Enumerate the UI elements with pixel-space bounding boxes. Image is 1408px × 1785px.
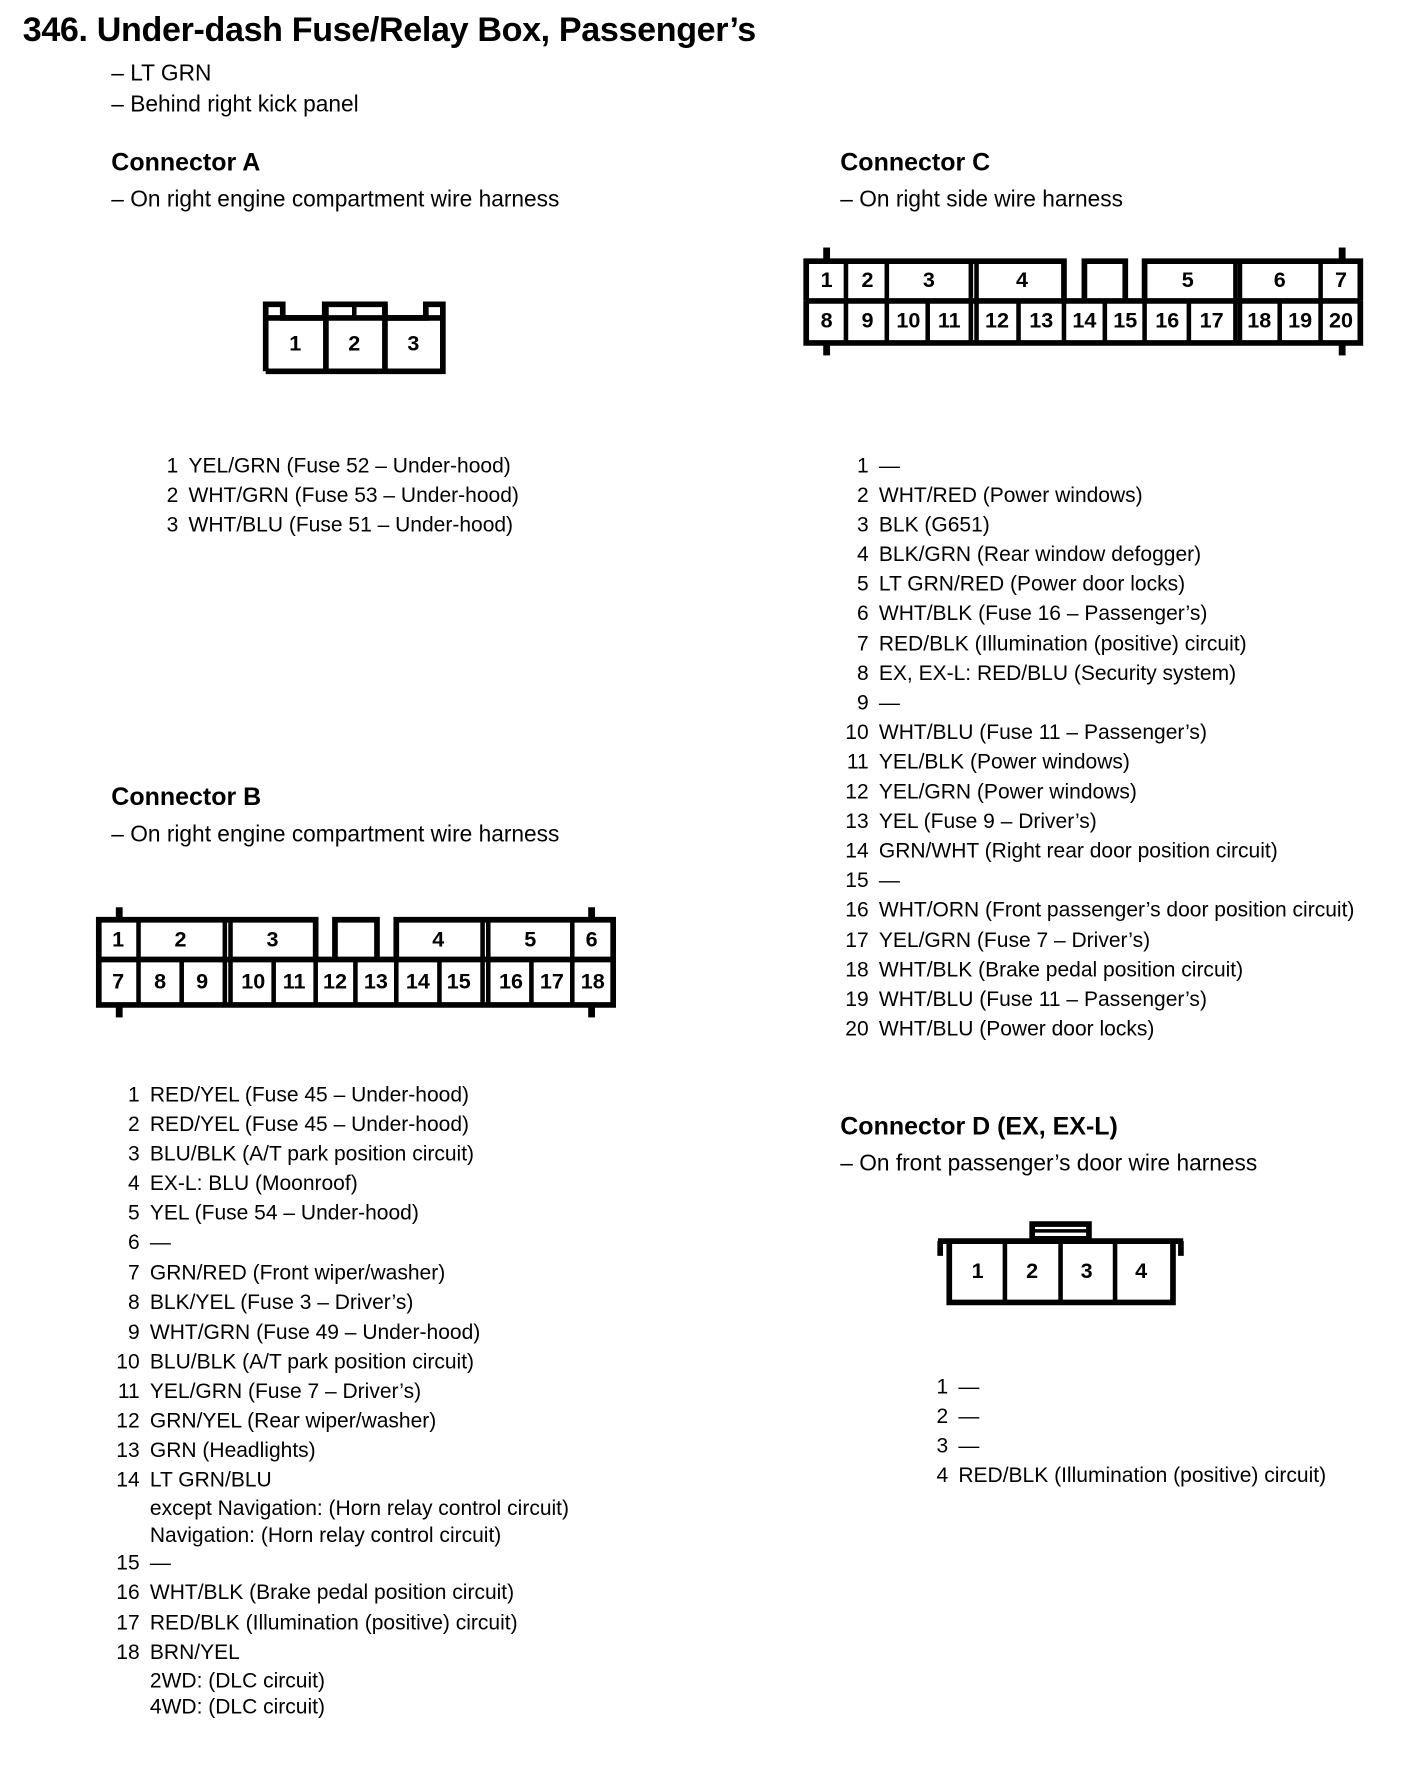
pin-number: 14 (116, 1467, 140, 1492)
pin-number: 20 (845, 1016, 869, 1040)
wire-list-item (823, 747, 1354, 777)
wire-list-item (914, 1461, 1326, 1491)
pin-number: 3 (166, 512, 179, 537)
connector-b-pin-label: 7 (112, 968, 125, 994)
connector-b-pin-label: 13 (363, 968, 388, 994)
pin-number: 2 (856, 482, 869, 507)
pin-number: 12 (116, 1408, 140, 1432)
wire-list-item (823, 629, 1354, 659)
wire-list-item (94, 1109, 569, 1139)
pin-number: 16 (116, 1579, 140, 1604)
wire-list-item (823, 806, 1354, 836)
connector-a-pin-label: 3 (407, 330, 420, 356)
wire-description: BLU/BLK (A/T park position circuit) (149, 1348, 475, 1373)
connector-b-pin-label: 5 (524, 926, 537, 952)
connector-d-wire-list (914, 1372, 1326, 1491)
wire-list-item (823, 984, 1354, 1014)
pin-number: 3 (936, 1433, 949, 1458)
connector-b-title: Connector B (111, 782, 262, 811)
wire-list-item (823, 954, 1354, 984)
wire-description: — (958, 1433, 980, 1458)
connector-d-pin-label: 2 (1026, 1258, 1039, 1284)
connector-c-pin-label: 3 (922, 266, 935, 292)
wire-variant-note: except Navigation: (Horn relay control circuit) (149, 1495, 570, 1520)
connector-c-pin-label: 2 (861, 266, 874, 292)
connector-b-diagram (99, 907, 613, 1017)
wire-description: — (958, 1373, 980, 1398)
wire-description: LT GRN/RED (Power door locks) (878, 571, 1186, 596)
wire-variant-note: Navigation: (Horn relay control circuit) (149, 1522, 502, 1547)
connector-c-pin-label: 10 (896, 307, 921, 333)
wire-description: WHT/BLK (Brake pedal position circuit) (149, 1579, 515, 1604)
pin-number: 13 (845, 808, 869, 833)
wire-list-item (94, 1258, 569, 1288)
connector-b-pin-label: 12 (322, 968, 347, 994)
pin-number: 2 (127, 1111, 140, 1136)
wire-description: RED/BLK (Illumination (positive) circuit) (958, 1462, 1327, 1487)
wire-list-item (144, 480, 519, 510)
wire-description: — (149, 1230, 171, 1255)
wire-list-item (823, 866, 1354, 896)
wire-description: WHT/BLU (Power door locks) (878, 1016, 1155, 1040)
page-title: 346. Under-dash Fuse/Relay Box, Passenger’s (22, 11, 756, 49)
pin-number: 5 (127, 1200, 140, 1225)
pin-number: 8 (856, 660, 869, 685)
pin-number: 1 (856, 453, 869, 477)
connector-b-pin-label: 8 (154, 968, 167, 994)
connector-c-pin-label: 1 (820, 266, 833, 292)
wire-description: BLK (G651) (878, 512, 990, 537)
wire-list-item (94, 1287, 569, 1317)
pin-number: 8 (127, 1289, 140, 1314)
wire-list-item (144, 451, 519, 481)
pin-number: 4 (127, 1171, 140, 1195)
connector-d-location: – On front passenger’s door wire harness (840, 1151, 1258, 1177)
pin-number: 4 (936, 1462, 949, 1487)
wire-description: WHT/ORN (Front passenger’s door position circuit) (878, 897, 1355, 922)
pin-number: 18 (116, 1639, 140, 1664)
wire-list-item (94, 1198, 569, 1228)
wire-list-item (94, 1228, 569, 1258)
wire-description: WHT/BLU (Fuse 11 – Passenger’s) (878, 986, 1207, 1011)
connector-b-pin-label: 9 (196, 968, 209, 994)
connector-b-pin-label: 10 (241, 968, 266, 994)
wire-description: RED/YEL (Fuse 45 – Under-hood) (149, 1082, 470, 1106)
wire-list-item (823, 1014, 1354, 1044)
wire-list-item (94, 1578, 569, 1608)
connector-b-pin-label: 17 (539, 968, 564, 994)
wire-list-item (823, 540, 1354, 570)
connector-b-pin-label: 14 (405, 968, 430, 994)
pin-number: 6 (127, 1230, 140, 1255)
connector-c-pin-label: 9 (861, 307, 874, 333)
connector-d-title: Connector D (EX, EX-L) (840, 1111, 1118, 1141)
connector-c-pin-label: 19 (1288, 307, 1313, 333)
wire-list-item (823, 925, 1354, 955)
pin-number: 15 (116, 1550, 140, 1575)
wire-list-item (94, 1465, 569, 1548)
pin-number: 5 (856, 571, 869, 596)
pin-number: 17 (116, 1609, 140, 1634)
wire-list-item (823, 658, 1354, 688)
wire-list-item (94, 1406, 569, 1436)
connector-b-pin-label: 1 (112, 926, 125, 952)
wire-description: YEL/GRN (Power windows) (878, 778, 1137, 803)
wire-list-item (94, 1080, 569, 1110)
wire-description: BLU/BLK (A/T park position circuit) (149, 1141, 475, 1166)
connector-b-location: – On right engine compartment wire harness (111, 822, 560, 848)
connector-c-pin-label: 20 (1329, 307, 1354, 333)
wire-description: YEL/GRN (Fuse 52 – Under-hood) (188, 453, 511, 477)
pin-number: 15 (845, 867, 869, 892)
wire-list-item (94, 1317, 569, 1347)
pin-number: 4 (856, 541, 869, 566)
wire-description: — (878, 867, 900, 892)
wire-description: GRN/YEL (Rear wiper/washer) (149, 1408, 437, 1432)
wire-description: WHT/BLU (Fuse 11 – Passenger’s) (878, 719, 1207, 744)
wire-description: YEL/GRN (Fuse 7 – Driver’s) (878, 927, 1151, 951)
wire-description: GRN (Headlights) (149, 1437, 316, 1462)
wire-description: WHT/BLK (Fuse 16 – Passenger’s) (878, 601, 1208, 626)
connector-b-pin-label: 15 (446, 968, 471, 994)
wire-description: RED/BLK (Illumination (positive) circuit) (149, 1609, 518, 1634)
pin-number: 10 (845, 719, 869, 744)
wire-list-item (94, 1376, 569, 1406)
connector-c-pin-label: 18 (1247, 307, 1272, 333)
connector-c-pin-label: 15 (1113, 307, 1138, 333)
connector-b-pin-label: 4 (432, 926, 445, 952)
color-note: – LT GRN (111, 61, 212, 87)
wire-list-item (94, 1347, 569, 1377)
pin-number: 9 (856, 690, 869, 714)
connector-c-pin-label: 6 (1273, 266, 1286, 292)
pin-number: 3 (127, 1141, 140, 1166)
pin-number: 18 (845, 956, 869, 981)
wire-list-item (823, 569, 1354, 599)
connector-c-pin-label: 12 (984, 307, 1009, 333)
pin-number: 1 (166, 453, 179, 477)
pin-number: 16 (845, 897, 869, 922)
wire-description: GRN/WHT (Right rear door position circuit) (878, 838, 1278, 863)
connector-c-pin-label: 17 (1199, 307, 1224, 333)
pin-number: 9 (127, 1319, 140, 1344)
wire-description: LT GRN/BLU (149, 1467, 272, 1492)
wire-list-item (823, 895, 1354, 925)
wire-description: RED/BLK (Illumination (positive) circuit) (878, 630, 1247, 655)
wire-list-item (823, 688, 1354, 718)
wire-list-item (94, 1548, 569, 1578)
wire-list-item (144, 510, 519, 540)
wire-list-item (823, 510, 1354, 540)
connector-d-pin-label: 4 (1135, 1258, 1148, 1284)
wire-list-item (94, 1169, 569, 1199)
connector-c-wire-list (823, 451, 1354, 1044)
location-note: – Behind right kick panel (111, 91, 359, 117)
connector-d-pin-label: 1 (971, 1258, 984, 1284)
connector-c-diagram (806, 248, 1360, 356)
wire-description: WHT/RED (Power windows) (878, 482, 1143, 507)
pin-number: 3 (856, 512, 869, 537)
connector-b-wire-list (94, 1080, 569, 1720)
wire-description: GRN/RED (Front wiper/washer) (149, 1259, 446, 1284)
wire-description: YEL/GRN (Fuse 7 – Driver’s) (149, 1378, 422, 1403)
wire-description: — (958, 1403, 980, 1428)
pin-number: 1 (127, 1082, 140, 1106)
connector-a-pin-label: 1 (289, 330, 302, 356)
wire-list-item (914, 1372, 1326, 1402)
connector-c-pin-label: 11 (937, 307, 961, 333)
pin-number: 1 (936, 1373, 949, 1398)
wire-list-item (914, 1401, 1326, 1431)
wire-list-item (823, 836, 1354, 866)
pin-number: 6 (856, 601, 869, 626)
pin-number: 19 (845, 986, 869, 1011)
wire-variant-note: 2WD: (DLC circuit) (149, 1667, 325, 1692)
connector-a-location: – On right engine compartment wire harness (111, 187, 560, 213)
wire-description: WHT/BLK (Brake pedal position circuit) (878, 956, 1244, 981)
wire-description: WHT/GRN (Fuse 53 – Under-hood) (188, 482, 519, 507)
connector-b-pin-label: 18 (580, 968, 605, 994)
wire-description: WHT/BLU (Fuse 51 – Under-hood) (188, 512, 514, 537)
wire-description: YEL (Fuse 9 – Driver’s) (878, 808, 1097, 833)
wire-description: — (878, 453, 900, 477)
connector-a-wire-list (144, 451, 519, 540)
connector-b-pin-label: 11 (282, 968, 306, 994)
connector-c-pin-label: 8 (820, 307, 833, 333)
wire-variant-note: 4WD: (DLC circuit) (149, 1694, 325, 1719)
wire-description: YEL/BLK (Power windows) (878, 749, 1130, 774)
pin-number: 7 (127, 1259, 140, 1284)
connector-b-pin-label: 2 (174, 926, 187, 952)
wire-list-item (823, 717, 1354, 747)
connector-b-pin-label: 6 (585, 926, 598, 952)
wire-description: BRN/YEL (149, 1639, 240, 1664)
connector-c-location: – On right side wire harness (840, 187, 1124, 213)
wire-list-item (914, 1431, 1326, 1461)
wire-list-item (823, 451, 1354, 481)
wire-list-item (823, 480, 1354, 510)
connector-d-pin-label: 3 (1080, 1258, 1093, 1284)
pin-number: 7 (856, 630, 869, 655)
pin-number: 2 (166, 482, 179, 507)
wire-description: EX, EX-L: RED/BLU (Security system) (878, 660, 1237, 685)
wire-description: EX-L: BLU (Moonroof) (149, 1171, 358, 1195)
connector-c-pin-label: 7 (1335, 266, 1348, 292)
connector-c-title: Connector C (840, 147, 991, 177)
wire-description: WHT/GRN (Fuse 49 – Under-hood) (149, 1319, 481, 1344)
pin-number: 14 (845, 838, 869, 863)
wire-description: — (878, 690, 900, 714)
connector-a-title: Connector A (111, 147, 261, 177)
pin-number: 10 (116, 1348, 140, 1373)
connector-c-pin-label: 5 (1181, 266, 1194, 292)
pin-number: 17 (845, 927, 869, 951)
pin-number: 13 (116, 1437, 140, 1462)
connector-c-pin-label: 16 (1155, 307, 1180, 333)
connector-c-pin-label: 14 (1072, 307, 1097, 333)
pin-number: 2 (936, 1403, 949, 1428)
pin-number: 11 (846, 749, 869, 774)
wire-list-item (823, 599, 1354, 629)
wire-list-item (94, 1637, 569, 1720)
connector-b-pin-label: 16 (498, 968, 523, 994)
wire-description: BLK/GRN (Rear window defogger) (878, 541, 1202, 566)
pin-number: 11 (117, 1378, 140, 1403)
connector-c-pin-label: 13 (1029, 307, 1054, 333)
wire-description: BLK/YEL (Fuse 3 – Driver’s) (149, 1289, 414, 1314)
wire-description: — (149, 1550, 171, 1575)
wire-description: RED/YEL (Fuse 45 – Under-hood) (149, 1111, 470, 1136)
wire-list-item (94, 1435, 569, 1465)
wire-list-item (94, 1607, 569, 1637)
connector-c-pin-label: 4 (1015, 266, 1028, 292)
wire-list-item (94, 1139, 569, 1169)
connector-a-pin-label: 2 (348, 330, 361, 356)
pin-number: 12 (845, 778, 869, 803)
connector-b-pin-label: 3 (266, 926, 279, 952)
wire-description: YEL (Fuse 54 – Under-hood) (149, 1200, 419, 1225)
wire-list-item (823, 777, 1354, 807)
